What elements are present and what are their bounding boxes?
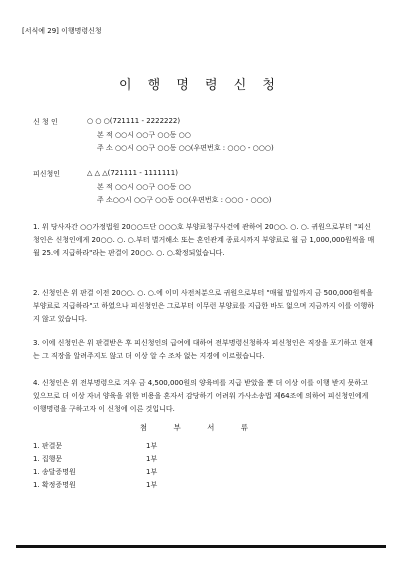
attachment-name: 1. 집행문 <box>33 455 63 463</box>
document-title: 이 행 명 령 신 청 <box>118 78 281 93</box>
bottom-rule <box>16 545 386 548</box>
respondent-label: 피신청인 <box>33 170 61 178</box>
attachment-name: 1. 송달증명원 <box>33 468 76 476</box>
respondent-name-id: △ △ △(721111 - 1111111) <box>87 169 178 177</box>
attachment-qty: 1부 <box>146 455 158 463</box>
respondent-address: 주 소○○시 ○○구 ○○동 ○○(우편번호 : ○○○ - ○○○) <box>97 196 272 204</box>
applicant-name-id: ○ ○ ○(721111 - 2222222) <box>87 117 181 125</box>
attachment-item <box>33 467 157 477</box>
attachment-item <box>33 454 157 464</box>
applicant-domicile: 본 적 ○○시 ○○구 ○○동 ○○ <box>97 131 191 139</box>
attachment-qty: 1부 <box>146 468 158 476</box>
attachment-name: 1. 판결문 <box>33 442 63 450</box>
form-label: [서식예 29] 이행명령신청 <box>22 27 102 35</box>
attachment-item <box>33 441 157 451</box>
paragraph-3: 3. 이에 신청인은 위 판결받은 후 피신청인의 급여에 대하여 전부명령신청하자 피신청인은 직장을 포기하고 현재는 그 직장을 알려주지도 않고 더 이상 알 수 조차 없는 지경에 이르렀습니다. <box>33 339 373 360</box>
attachment-item <box>33 480 157 490</box>
paragraph-1: 1. 위 당사자간 ○○가정법원 20○○드단 ○○○호 부양료청구사건에 관하여 20○○. ○. ○. 귀원으로부터 "피신청인은 신청인에게 20○○. ○. ○.부터 별거해소 또는 혼인관계 종료시까지 부양료로 월 금 1,000,000원씩을 매월 25.에 지급하라"라는 판결이 20○○. ○. ○.확정되었습니다. <box>33 223 375 257</box>
attachments-title: 첨 부 서 류 <box>139 423 261 432</box>
paragraph-2: 2. 신청인은 위 판결 이전 20○○. ○. ○.에 이미 사전처분으로 귀원으로부터 "매월 말일까지 금 500,000원씩을 부양료로 지급하라"고 하였으나 피신청인은 그로부터 이무런 부양료를 지급한 바도 없으며 지금까지 이를 이행하지 않고 있습니다. <box>33 289 374 323</box>
attachment-qty: 1부 <box>146 442 158 450</box>
applicant-address: 주 소 ○○시 ○○구 ○○동 ○○(우편번호 : ○○○ - ○○○) <box>97 144 274 152</box>
respondent-domicile: 본 적 ○○시 ○○구 ○○동 ○○ <box>97 183 191 191</box>
paragraph-4: 4. 신청인은 위 전부명령으로 겨우 금 4,500,000원의 양육비를 지급 받았을 뿐 더 이상 이를 이행 받지 못하고 있으므로 더 이상 자녀 양육을 위한 비용을 혼자서 감당하기 어려워 가사소송법 제64조에 의하여 피신청인에게 이행명령을 구하고자 이 신청에 이른 것입니다. <box>33 379 369 413</box>
attachment-name: 1. 확정증명원 <box>33 481 76 489</box>
attachment-qty: 1부 <box>146 481 158 489</box>
applicant-label: 신 청 인 <box>33 118 58 126</box>
